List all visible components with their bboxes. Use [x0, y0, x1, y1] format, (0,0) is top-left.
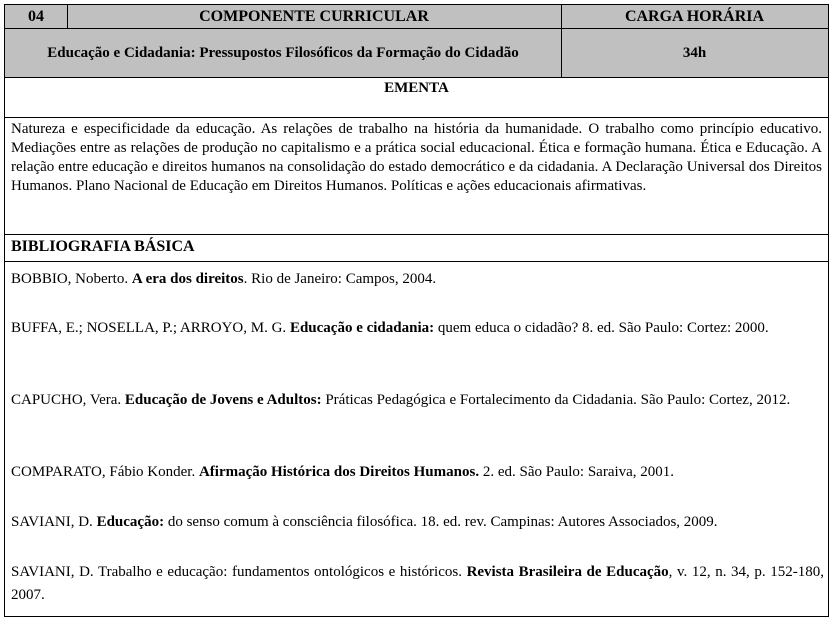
component-label: COMPONENTE CURRICULAR	[67, 5, 561, 29]
entry-text: 2. ed. São Paulo: Saraiva, 2001.	[479, 464, 675, 480]
entry-title: A era dos direitos	[131, 271, 244, 287]
bibliography-entry	[11, 268, 824, 291]
curriculum-table	[4, 4, 829, 617]
entry-text: quem educa o cidadão? 8. ed. São Paulo: Cortez: 2000.	[434, 320, 769, 336]
bibliography-title: BIBLIOGRAFIA BÁSICA	[11, 238, 195, 255]
entry-text: Práticas Pedagógica e Fortalecimento da Cidadania. São Paulo: Cortez, 2012.	[321, 392, 791, 408]
entry-text: do senso comum à consciência filosófica. 18. ed. rev. Campinas: Autores Associados, 2009.	[164, 514, 718, 530]
bibliography-entry	[11, 561, 824, 606]
bibliography-entry	[11, 317, 824, 340]
row-divider	[5, 77, 828, 78]
entry-title: Educação:	[96, 514, 165, 530]
entry-text: . Rio de Janeiro: Campos, 2004.	[243, 271, 437, 287]
entry-text: BOBBIO, Noberto.	[11, 271, 132, 287]
entry-text: BUFFA, E.; NOSELLA, P.; ARROYO, M. G.	[11, 320, 290, 336]
ementa-title: EMENTA	[384, 80, 449, 96]
column-divider	[561, 5, 562, 78]
row-divider	[5, 28, 828, 29]
entry-title: Afirmação Histórica dos Direitos Humanos.	[198, 464, 480, 480]
entry-text: COMPARATO, Fábio Konder.	[11, 464, 199, 480]
component-number: 04	[5, 5, 67, 29]
entry-title: Educação e cidadania:	[289, 320, 435, 336]
workload-label: CARGA HORÁRIA	[561, 5, 828, 29]
entry-title: Revista Brasileira de Educação	[466, 564, 669, 580]
column-divider	[67, 5, 68, 29]
row-divider	[5, 117, 828, 118]
entry-text: CAPUCHO, Vera.	[11, 392, 125, 408]
ementa-text: Natureza e especificidade da educação. As relações de trabalho na história da humanidade. O trabalho como princípio educativo. Mediações entre as relações de produção no capitalismo e a prática social educacional. Ética e formação humana. Ética e Educação. A relação entre educação e direitos humanos na consolidação do estado democrático e da cidadania. A Declaração Universal dos Direitos Humanos. Plano Nacional de Educação em Direitos Humanos. Políticas e ações educacionais afirmativas.	[11, 121, 822, 194]
bibliography-entry	[11, 511, 824, 534]
bibliography-entry	[11, 389, 824, 412]
row-divider	[5, 261, 828, 262]
bibliography-entry	[11, 461, 824, 484]
workload-value: 34h	[561, 29, 828, 78]
course-title: Educação e Cidadania: Pressupostos Filosóficos da Formação do Cidadão	[5, 29, 561, 78]
entry-text: SAVIANI, D. Trabalho e educação: fundamentos ontológicos e históricos.	[11, 564, 467, 580]
row-divider	[5, 234, 828, 235]
entry-title: Educação de Jovens e Adultos:	[124, 392, 322, 408]
entry-text: SAVIANI, D.	[11, 514, 97, 530]
entry-text: , v. 12, n. 34, p. 152-180, 2007.	[11, 564, 824, 603]
